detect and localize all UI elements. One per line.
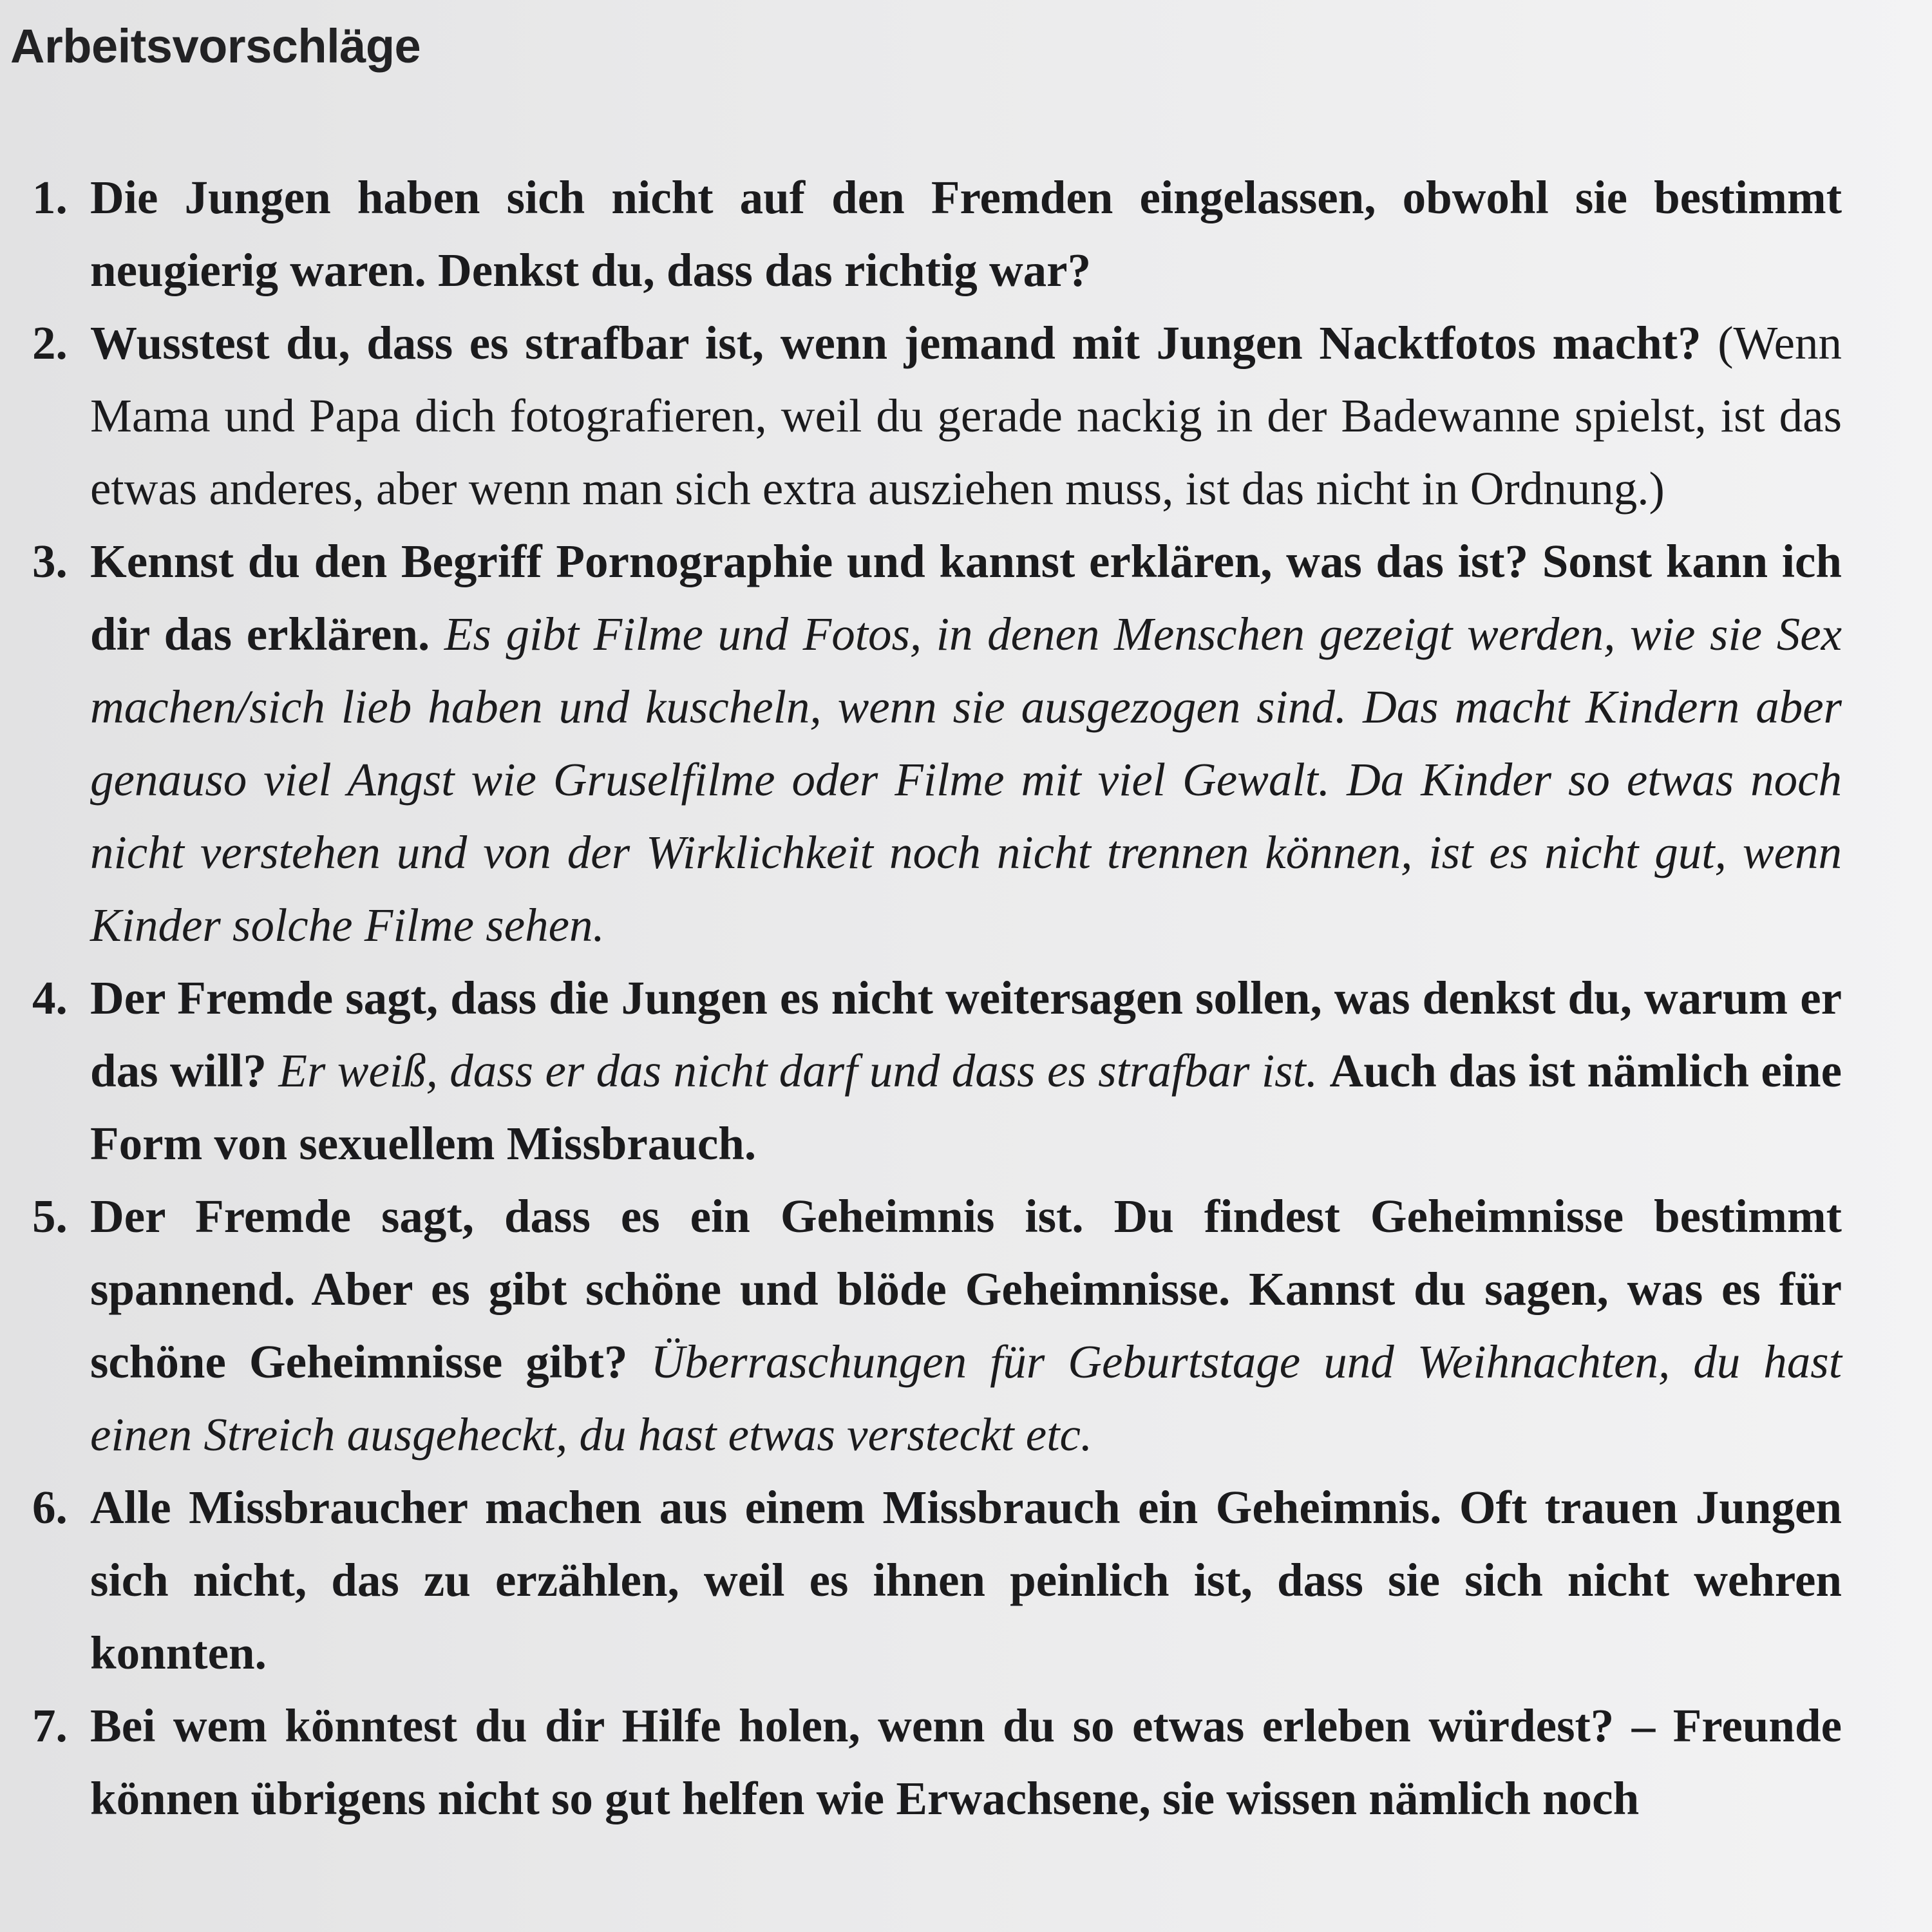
item-answer: Es gibt Filme und Fotos, in denen Menschen gezeigt werden, wie sie Sex machen/sich lieb haben und kuscheln, wenn sie ausgezogen sind. Das macht Kindern aber genauso viel Angst wie Gruselfilme oder Filme mit viel Gewalt. Da Kinder so etwas noch nicht verstehen und von der Wirklichkeit noch nicht trennen können, ist es nicht gut, wenn Kinder solche Filme sehen.: [90, 608, 1842, 951]
item-question: Wusstest du, dass es strafbar ist, wenn jemand mit Jungen Nacktfotos macht?: [90, 317, 1701, 369]
item-answer: Er weiß, dass er das nicht darf und dass es strafbar ist.: [278, 1045, 1318, 1097]
item-number: 6.: [32, 1481, 68, 1533]
list-item: [32, 525, 1842, 961]
item-question: Der Fremde sagt, dass die Jungen es nicht weitersagen sollen, was denkst du, warum er das will?: [90, 972, 1842, 1097]
item-number: 3.: [32, 535, 68, 587]
item-number: 4.: [32, 972, 68, 1024]
item-question-continued: Auch das ist nämlich eine Form von sexuellem Missbrauch.: [90, 1045, 1842, 1170]
item-number: 7.: [32, 1700, 68, 1752]
item-question: Bei wem könntest du dir Hilfe holen, wenn du so etwas erleben würdest? – Freunde können übrigens nicht so gut helfen wie Erwachsene, sie wissen nämlich noch: [90, 1700, 1842, 1824]
list-item: [32, 1471, 1842, 1689]
item-number: 2.: [32, 317, 68, 369]
list-item: [32, 1689, 1842, 1835]
item-number: 5.: [32, 1190, 68, 1242]
item-question: Kennst du den Begriff Pornographie und kannst erklären, was das ist? Sonst kann ich dir das erklären.: [90, 535, 1842, 660]
page-heading: Arbeitsvorschläge: [10, 19, 421, 73]
item-answer: Überraschungen für Geburtstage und Weihnachten, du hast einen Streich ausgeheckt, du hast etwas versteckt etc.: [90, 1336, 1842, 1461]
item-question: Die Jungen haben sich nicht auf den Fremden eingelassen, obwohl sie bestimmt neugierig waren. Denkst du, dass das richtig war?: [90, 171, 1842, 296]
item-question: Der Fremde sagt, dass es ein Geheimnis ist. Du findest Geheimnisse bestimmt spannend. Aber es gibt schöne und blöde Geheimnisse. Kannst du sagen, was es für schöne Geheimnisse gibt?: [90, 1190, 1842, 1388]
list-item: [32, 307, 1842, 525]
list-item: [32, 161, 1842, 307]
item-note: (Wenn Mama und Papa dich fotografieren, weil du gerade nackig in der Badewanne spielst, ist das etwas anderes, aber wenn man sich extra ausziehen muss, ist das nicht in Ordnung.): [90, 317, 1842, 515]
item-question: Alle Missbraucher machen aus einem Missbrauch ein Geheimnis. Oft trauen Jungen sich nicht, das zu erzählen, weil es ihnen peinlich ist, dass sie sich nicht wehren konnten.: [90, 1481, 1842, 1679]
list-item: [32, 961, 1842, 1180]
exercise-list: [32, 161, 1842, 1835]
item-number: 1.: [32, 171, 68, 223]
list-item: [32, 1180, 1842, 1471]
